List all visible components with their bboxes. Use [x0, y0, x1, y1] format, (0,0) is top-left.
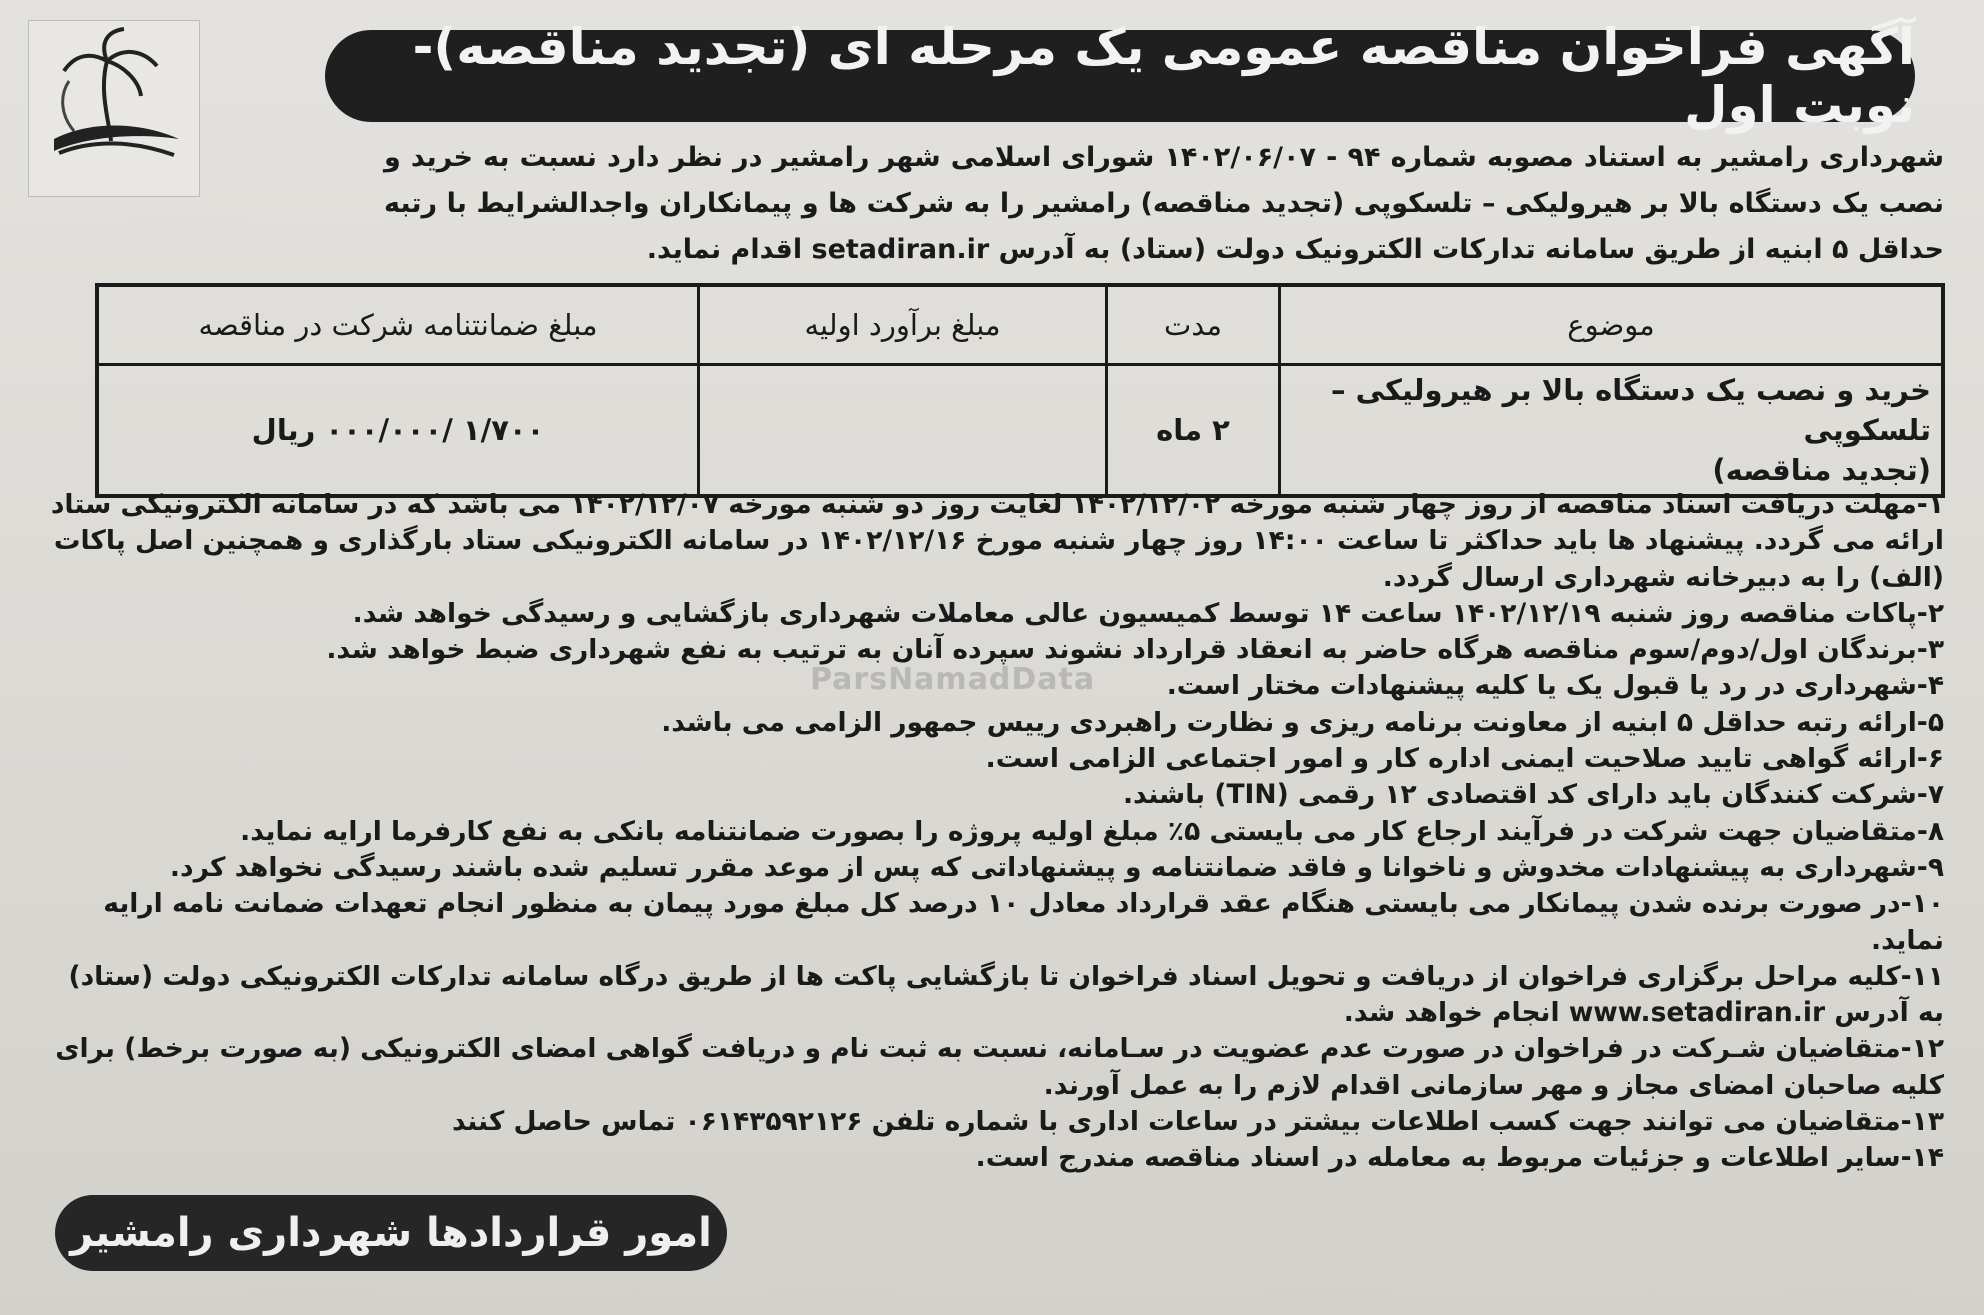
- conditions-list: [44, 487, 1944, 1177]
- list-item: ۶-ارائه گواهی تایید صلاحیت ایمنی اداره کار و امور اجتماعی الزامی است.: [985, 743, 1944, 775]
- header-subject: موضوع: [1280, 285, 1944, 365]
- table-header-row: [97, 285, 1943, 365]
- palm-tree-logo-icon: [29, 21, 199, 196]
- table-row: [97, 365, 1943, 497]
- list-item: ۷-شرکت کنندگان باید دارای کد اقتصادی ۱۲ رقمی (TIN) باشند.: [1122, 779, 1944, 811]
- header-estimate: مبلغ برآورد اولیه: [699, 285, 1107, 365]
- cell-estimate: [699, 365, 1107, 497]
- list-item: ۳-برندگان اول/دوم/سوم مناقصه هرگاه حاضر به انعقاد قرارداد نشوند سپرده آنان به ترتیب به نفع شهرداری ضبط خواهد شد.: [326, 634, 1944, 666]
- intro-paragraph: شهرداری رامشیر به استناد مصوبه شماره ۹۴ - ۱۴۰۲/۰۶/۰۷ شورای اسلامی شهر رامشیر در نظر دارد نسبت به خرید و نصب یک دستگاه بالا بر هیرولیکی – تلسکوپی (تجدید مناقصه) رامشیر را به شرکت ها و پیمانکاران واجدالشرایط با رتبه حداقل ۵ ابنیه از طریق سامانه تدارکات الکترونیک دولت (ستاد) به آدرس setadiran.ir اقدام نماید.: [384, 142, 1944, 265]
- subject-line-2: (تجدید مناقصه): [1712, 453, 1931, 487]
- list-item: ۴-شهرداری در رد یا قبول یک یا کلیه پیشنهادات مختار است.: [1166, 670, 1944, 702]
- list-item: ۲-پاکات مناقصه روز شنبه ۱۴۰۲/۱۲/۱۹ ساعت ۱۴ توسط کمیسیون عالی معاملات شهرداری بازگشایی و رسیدگی خواهد شد.: [352, 597, 1944, 629]
- list-item: ۱۰-در صورت برنده شدن پیمانکار می بایستی هنگام عقد قرارداد معادل ۱۰ درصد کل مبلغ مورد پیمان به منظور انجام تعهدات ضمانت نامه ارایه نماید.: [103, 888, 1944, 956]
- subject-line-1: خرید و نصب یک دستگاه بالا بر هیرولیکی – تلسکوپی: [1331, 373, 1931, 447]
- list-item: ۹-شهرداری به پیشنهادات مخدوش و ناخوانا و فاقد ضمانتنامه و پیشنهاداتی که پس از موعد مقرر تسلیم شده باشند رسیدگی نخواهد کرد.: [169, 851, 1944, 883]
- header-guarantee: مبلغ ضمانتنامه شرکت در مناقصه: [97, 285, 699, 365]
- list-item: ۱۲-متقاضیان شـرکت در فراخوان در صورت عدم عضویت در سـامانه، نسبت به ثبت نام و دریافت گواهی امضای الکترونیکی (به صورت برخط) برای کلیه صاحبان امضای مجاز و مهر سازمانی اقدام لازم را به عمل آورند.: [55, 1033, 1944, 1101]
- watermark: ParsNamadData: [810, 662, 1096, 697]
- tender-table: [95, 283, 1945, 498]
- list-item: ۱۴-سایر اطلاعات و جزئیات مربوط به معامله در اسناد مناقصه مندرج است.: [975, 1142, 1944, 1174]
- list-item: ۱۳-متقاضیان می توانند جهت کسب اطلاعات بیشتر در ساعات اداری با شماره تلفن ۰۶۱۴۳۵۹۲۱۲۶ تماس حاصل کنند: [451, 1106, 1944, 1138]
- cell-duration: ۲ ماه: [1107, 365, 1280, 497]
- list-item: ۵-ارائه رتبه حداقل ۵ ابنیه از معاونت برنامه ریزی و نظارت راهبردی رییس جمهور الزامی می باشد.: [661, 706, 1944, 738]
- page-title: آگهی فراخوان مناقصه عمومی یک مرحله ای (تجدید مناقصه)-نوبت اول: [412, 18, 1915, 134]
- list-item: ۸-متقاضیان جهت شرکت در فرآیند ارجاع کار می بایستی ۵٪ مبلغ اولیه پروژه را بصورت ضمانتنامه بانکی به نفع کارفرما ارایه نماید.: [240, 815, 1944, 847]
- footer-banner: [55, 1195, 727, 1271]
- municipality-logo: [28, 20, 200, 197]
- title-banner: [325, 18, 1915, 134]
- list-item: ۱۱-کلیه مراحل برگزاری فراخوان از دریافت و تحویل اسناد فراخوان تا بازگشایی پاکت ها از طریق درگاه سامانه تدارکات الکترونیکی دولت (ستاد) به آدرس www.setadiran.ir انجام خواهد شد.: [68, 960, 1944, 1029]
- list-item: ۱-مهلت دریافت اسناد مناقصه از روز چهار شنبه مورخه ۱۴۰۲/۱۲/۰۲ لغایت روز دو شنبه مورخه ۱۴۰۲/۱۲/۰۷ می باشد که در سامانه الکترونیکی ستاد ارائه می گردد. پیشنهاد ها باید حداکثر تا ساعت ۱۴:۰۰ روز چهار شنبه مورخ ۱۴۰۲/۱۲/۱۶ در سامانه الکترونیکی ستاد بارگذاری و همچنین اصل پاکات (الف) را به دبیرخانه شهرداری ارسال گردد.: [50, 489, 1944, 593]
- footer-signature: امور قراردادها شهرداری رامشیر: [70, 1210, 712, 1256]
- header-duration: مدت: [1107, 285, 1280, 365]
- cell-subject: [1280, 365, 1944, 497]
- cell-guarantee: ۱/۷۰۰ /۰۰۰/۰۰۰ ریال: [97, 365, 699, 497]
